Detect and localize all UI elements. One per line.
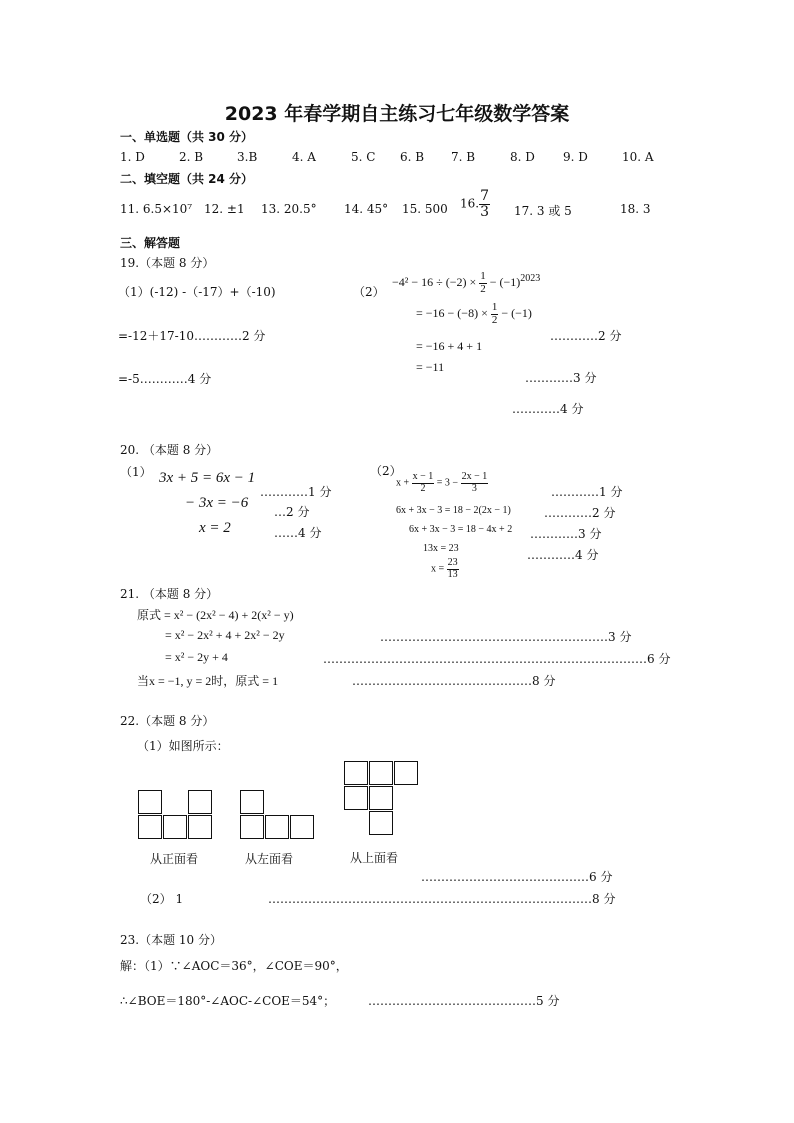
q20-part2-label: （2） (370, 464, 402, 478)
fill-answer-15: 15. 500 (402, 202, 448, 216)
section-heading-solve: 三、解答题 (120, 236, 181, 250)
q19-part2-term: = −16 − (−8) × (416, 305, 488, 320)
choice-answer: 2. B (179, 150, 204, 164)
fraction-numerator: x − 1 (412, 471, 434, 482)
fill-answer-18: 18. 3 (620, 202, 651, 216)
q20-part2-line5 (431, 558, 459, 580)
q20-part1-label: （1） (120, 465, 152, 479)
q23-heading: 23.（本题 10 分） (120, 933, 222, 947)
q20-mark-2b: …………2 分 (544, 506, 616, 520)
q21-line1: 原式 = x² − (2x² − 4) + 2(x² − y) (137, 608, 294, 622)
q20-part2-line3: 6x + 3x − 3 = 18 − 4x + 2 (409, 524, 513, 535)
q20-mark-1b: …………1 分 (551, 485, 623, 499)
fill-answer-13: 13. 20.5° (261, 202, 317, 216)
q20-part2-line2: 6x + 3x − 3 = 18 − 2(2x − 1) (396, 505, 511, 516)
section-heading-choice: 一、单选题（共 30 分） (120, 130, 254, 144)
q19-part2-step1 (416, 302, 532, 326)
q19-part2-step3: = −11 (416, 360, 445, 374)
q20-part2-term: x = (431, 563, 445, 575)
fill-answer-14: 14. 45° (344, 202, 389, 216)
fraction-denominator: 13 (447, 568, 458, 580)
q23-line2: ∴∠BOE＝180°-∠AOC-∠COE＝54°； (120, 994, 336, 1008)
choice-answer: 3.B (237, 150, 258, 164)
choice-answer: 1. D (120, 150, 145, 164)
q21-mark-8: ………………………………………8 分 (352, 674, 556, 688)
q19-part2-step2: = −16 + 4 + 1 (416, 339, 483, 353)
q20-part2-line4: 13x = 23 (423, 543, 459, 554)
q20-part2-line1 (396, 472, 488, 494)
q22-heading: 22.（本题 8 分） (120, 714, 215, 728)
q22-part1: （1）如图所示： (137, 739, 229, 753)
label-top-view: 从上面看 (350, 851, 399, 865)
q22-mark-8: ………………………………………………………………………8 分 (268, 892, 616, 906)
q20-part1-line2: − 3x = −6 (185, 495, 249, 511)
fraction-numerator: 2x − 1 (461, 471, 488, 482)
q20-mark-2a: …2 分 (274, 505, 310, 519)
fill-answer-16-label: 16. (460, 196, 480, 211)
q19-part2-expression (392, 271, 540, 295)
choice-answer: 5. C (351, 150, 376, 164)
q19-part2-term: − (−1) (489, 274, 521, 289)
section-heading-fill: 二、填空题（共 24 分） (120, 172, 254, 186)
choice-answer: 10. A (622, 150, 654, 164)
q20-part2-term: x + (396, 477, 410, 489)
fill-answer-16 (460, 189, 490, 219)
fill-answer-11: 11. 6.5×10⁷ (120, 202, 193, 216)
fraction-denominator: 2 (491, 313, 498, 326)
fraction-numerator: 1 (480, 270, 486, 282)
q20-heading: 20. （本题 8 分） (120, 443, 219, 457)
choice-answer: 8. D (510, 150, 535, 164)
q20-mark-4a: ……4 分 (274, 526, 322, 540)
choice-answer: 6. B (400, 150, 425, 164)
fraction-denominator: 2 (480, 282, 486, 295)
q21-line4: 当x = −1, y = 2时，原式 = 1 (137, 674, 279, 688)
q21-line3: = x² − 2y + 4 (165, 650, 228, 664)
q21-line2: = x² − 2x² + 4 + 2x² − 2y (165, 628, 285, 642)
fraction-numerator: 1 (491, 301, 498, 313)
q20-mark-4b: …………4 分 (527, 548, 599, 562)
q19-part1-step2: =-5…………4 分 (118, 372, 212, 386)
q20-part2-term: = 3 − (436, 477, 459, 489)
fraction-denominator: 2 (420, 482, 426, 494)
q23-mark-5: ……………………………………5 分 (368, 994, 560, 1008)
q19-mark-3: …………3 分 (525, 371, 597, 385)
fill-answer-17: 17. 3 或 5 (514, 204, 572, 218)
label-front-view: 从正面看 (150, 852, 199, 866)
choice-answer: 4. A (292, 150, 316, 164)
choice-answer: 7. B (451, 150, 476, 164)
fraction-denominator: 3 (480, 203, 490, 220)
q22-mark-6: ……………………………………6 分 (421, 870, 613, 884)
q20-part1-line3: x = 2 (199, 520, 231, 536)
q21-heading: 21. （本题 8 分） (120, 587, 219, 601)
fraction-denominator: 3 (471, 482, 477, 494)
q19-mark-4: …………4 分 (512, 402, 584, 416)
fraction-numerator: 7 (480, 188, 490, 204)
exponent: 2023 (520, 272, 541, 284)
q20-part1-line1: 3x + 5 = 6x − 1 (159, 470, 256, 486)
q21-mark-6: ………………………………………………………………………6 分 (323, 652, 671, 666)
choice-answer: 9. D (563, 150, 588, 164)
q19-part2-term: − (−1) (501, 305, 532, 320)
q19-part2-label: （2） (353, 285, 385, 299)
fill-answer-12: 12. ±1 (204, 202, 245, 216)
q21-mark-3: …………………………………………………3 分 (380, 630, 632, 644)
q20-mark-3b: …………3 分 (530, 527, 602, 541)
q19-mark-2: …………2 分 (550, 329, 622, 343)
q23-line1: 解：（1）∵∠AOC＝36°，∠COE＝90°， (120, 959, 348, 973)
fraction-numerator: 23 (447, 557, 458, 568)
label-left-view: 从左面看 (245, 852, 294, 866)
page-title: 2023 年春学期自主练习七年级数学答案 (224, 103, 570, 125)
q19-part1-expression: （1）(-12) -（-17）+（-10) (118, 285, 276, 299)
q22-part2: （2） 1 (140, 892, 184, 906)
q20-mark-1a: …………1 分 (260, 485, 332, 499)
q19-part1-step1: =-12＋17-10…………2 分 (118, 329, 266, 343)
q19-heading: 19.（本题 8 分） (120, 256, 215, 270)
q19-part2-term: −4² − 16 ÷ (−2) × (392, 274, 477, 289)
